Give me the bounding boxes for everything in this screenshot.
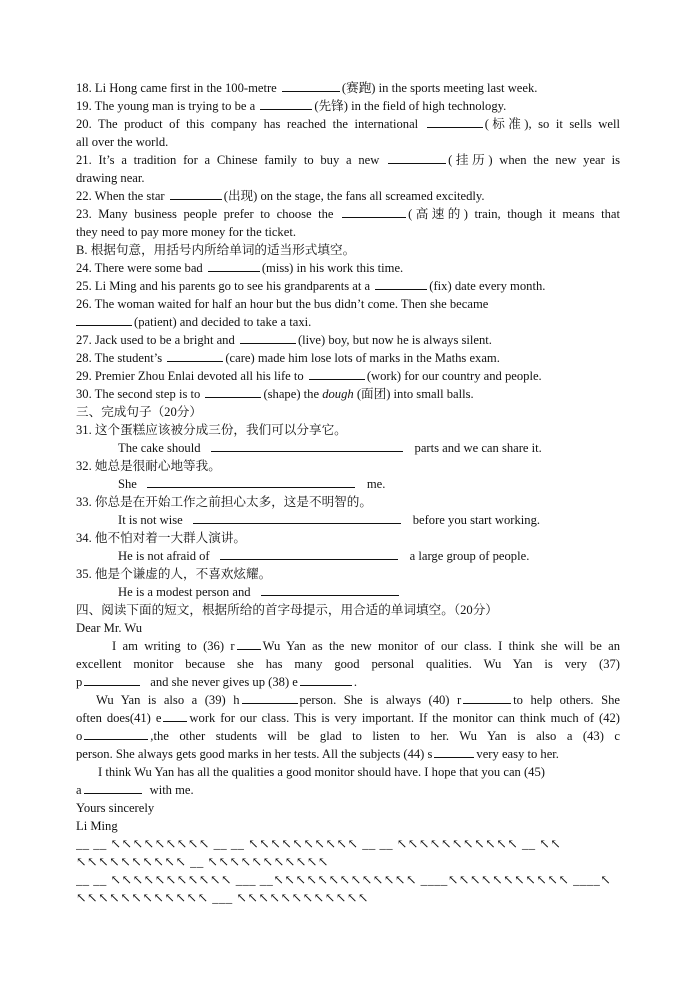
artifact-line: __ __ ↖↖↖↖↖↖↖↖↖ __ __ ↖↖↖↖↖↖↖↖↖↖ __ __ ↖↖↖↖↖↖↖↖↖↖↖ __ ↖↖ [76, 837, 562, 851]
answer-blank[interactable] [427, 115, 483, 128]
answer-blank[interactable] [434, 745, 474, 758]
letter-salutation: Dear Mr. Wu [76, 621, 143, 635]
answer-blank[interactable] [240, 331, 296, 344]
answer-blank[interactable] [260, 97, 312, 110]
question-19: 19. The young man is trying to be a (先锋) in the field of high technology. [76, 99, 507, 113]
passage-line: I am writing to (36) r Wu Yan as the new monitor of our class. I think she will be an [112, 639, 620, 653]
question-29: 29. Premier Zhou Enlai devoted all his life to (work) for our country and people. [76, 369, 542, 383]
passage-line: p and she never gives up (38) e . [76, 675, 358, 689]
answer-blank[interactable] [84, 781, 142, 794]
question-20: 20. The product of this company has reached the international (标准), so it sells well [76, 117, 620, 131]
question-27: 27. Jack used to be a bright and (live) boy, but now he is always silent. [76, 333, 492, 347]
question-31-prompt: 31. 这个蛋糕应该被分成三份，我们可以分享它。 [76, 423, 347, 437]
passage-line: excellent monitor because she has many good personal qualities. Wu Yan is very (37) [76, 657, 620, 671]
passage-line: often does(41) e work for our class. This is very important. If the monitor can think much of (42) [76, 711, 620, 725]
answer-blank[interactable] [147, 475, 355, 488]
passage-line: a with me. [76, 783, 194, 797]
question-32-prompt: 32. 她总是很耐心地等我。 [76, 459, 221, 473]
artifact-line: ↖↖↖↖↖↖↖↖↖↖ __ ↖↖↖↖↖↖↖↖↖↖↖ [76, 855, 329, 869]
answer-blank[interactable] [211, 439, 403, 452]
letter-closing: Yours sincerely [76, 801, 155, 815]
question-34: He is not afraid of a large group of people. [118, 549, 530, 563]
answer-blank[interactable] [193, 511, 401, 524]
question-34-prompt: 34. 他不怕对着一大群人演讲。 [76, 531, 247, 545]
question-18: 18. Li Hong came first in the 100-metre (赛跑) in the sports meeting last week. [76, 81, 538, 95]
answer-blank[interactable] [167, 349, 223, 362]
answer-blank[interactable] [388, 151, 446, 164]
question-32: She me. [118, 477, 386, 491]
question-26-cont: (patient) and decided to take a taxi. [76, 313, 620, 331]
answer-blank[interactable] [220, 547, 398, 560]
question-23-cont: they need to pay more money for the ticket. [76, 225, 296, 239]
passage-line: person. She always gets good marks in her tests. All the subjects (44) s very easy to her. [76, 747, 559, 761]
question-26: 26. The woman waited for half an hour but the bus didn’t come. Then she became [76, 297, 489, 311]
question-24: 24. There were some bad (miss) in his work this time. [76, 261, 404, 275]
letter-signature: Li Ming [76, 819, 118, 833]
question-22: 22. When the star (出现) on the stage, the fans all screamed excitedly. [76, 189, 485, 203]
answer-blank[interactable] [84, 727, 148, 740]
answer-blank[interactable] [309, 367, 365, 380]
answer-blank[interactable] [282, 79, 340, 92]
answer-blank[interactable] [76, 313, 132, 326]
question-21-cont: drawing near. [76, 171, 145, 185]
answer-blank[interactable] [237, 637, 261, 650]
answer-blank[interactable] [242, 691, 298, 704]
answer-blank[interactable] [300, 673, 352, 686]
artifact-line: ↖↖↖↖↖↖↖↖↖↖↖↖ ___ ↖↖↖↖↖↖↖↖↖↖↖↖ [76, 891, 369, 905]
question-23: 23. Many business people prefer to choose the (高速的) train, though it means that [76, 207, 620, 221]
answer-blank[interactable] [375, 277, 427, 290]
artifact-line: __ __ ↖↖↖↖↖↖↖↖↖↖↖ ___ __↖↖↖↖↖↖↖↖↖↖↖↖↖ ____↖↖↖↖↖↖↖↖↖↖↖ ____↖ [76, 873, 612, 887]
answer-blank[interactable] [84, 673, 140, 686]
answer-blank[interactable] [463, 691, 511, 704]
question-33: It is not wise before you start working. [118, 513, 541, 527]
answer-blank[interactable] [208, 259, 260, 272]
question-21: 21. It’s a tradition for a Chinese family to buy a new (挂历) when the new year is [76, 153, 620, 167]
question-30: 30. The second step is to (shape) the dough (面团) into small balls. [76, 387, 474, 401]
question-35: He is a modest person and [76, 583, 620, 601]
question-35-prompt: 35. 他是个谦虚的人，不喜欢炫耀。 [76, 567, 272, 581]
section-b-heading: B. 根据句意，用括号内所给单词的适当形式填空。 [76, 243, 356, 257]
question-33-prompt: 33. 你总是在开始工作之前担心太多，这是不明智的。 [76, 495, 372, 509]
section-3-heading: 三、完成句子（20分） [76, 405, 202, 419]
answer-blank[interactable] [163, 709, 187, 722]
answer-blank[interactable] [342, 205, 406, 218]
question-25: 25. Li Ming and his parents go to see his grandparents at a (fix) date every month. [76, 279, 546, 293]
question-28: 28. The student’s (care) made him lose lots of marks in the Maths exam. [76, 351, 500, 365]
section-4-heading: 四、阅读下面的短文，根据所给的首字母提示，用合适的单词填空。（20分） [76, 603, 498, 617]
question-31: The cake should parts and we can share it. [118, 441, 542, 455]
answer-blank[interactable] [205, 385, 261, 398]
worksheet-page [76, 79, 620, 907]
answer-blank[interactable] [261, 583, 399, 596]
passage-line: Wu Yan is also a (39) h person. She is always (40) r to help others. She [96, 693, 620, 707]
answer-blank[interactable] [170, 187, 222, 200]
passage-line: o ,the other students will be glad to listen to her. Wu Yan is also a (43) c [76, 729, 620, 743]
passage-line: I think Wu Yan has all the qualities a good monitor should have. I hope that you can (45) [98, 765, 545, 779]
question-20-cont: all over the world. [76, 135, 169, 149]
